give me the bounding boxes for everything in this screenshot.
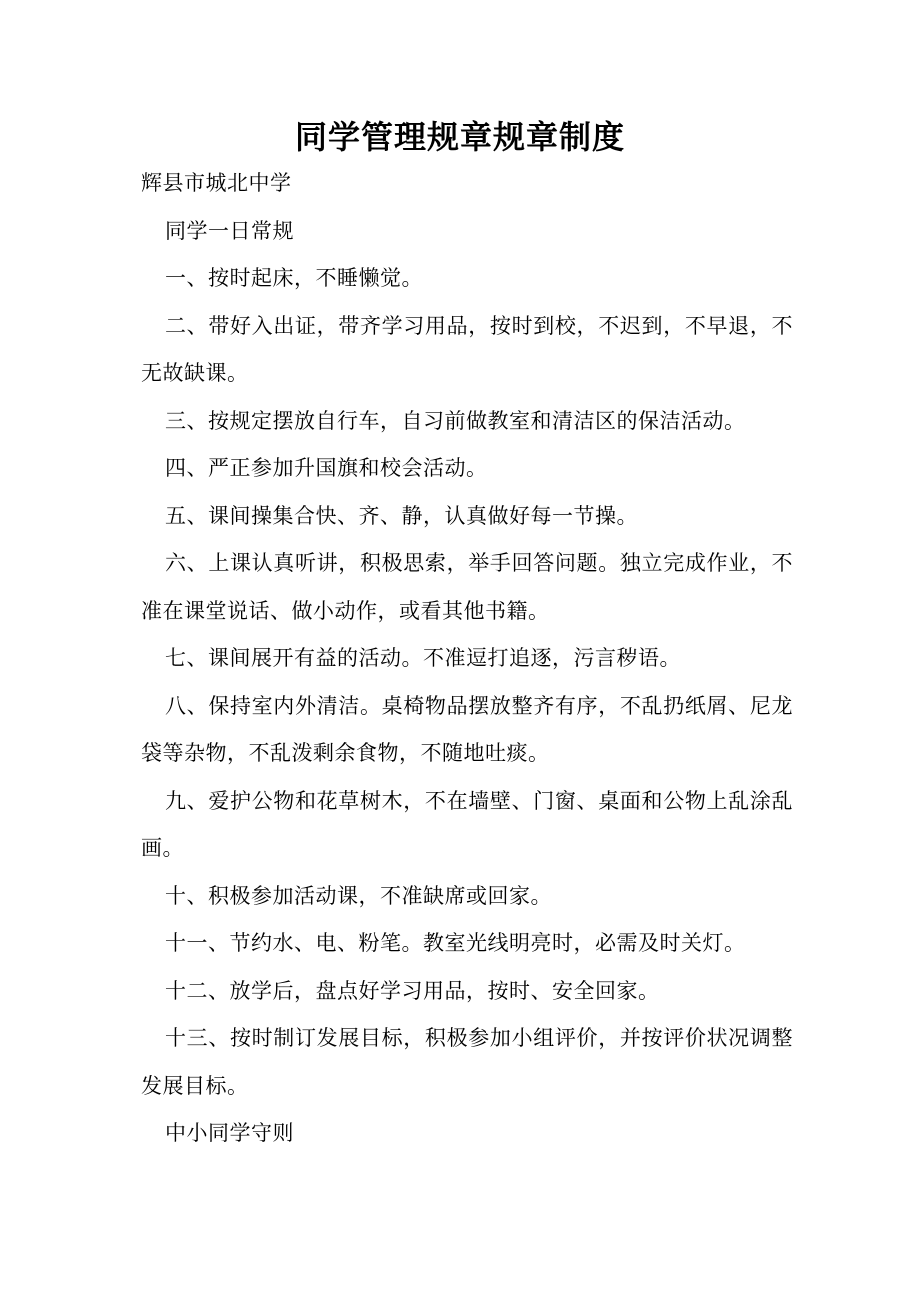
rule-item: 八、保持室内外清洁。桌椅物品摆放整齐有序，不乱扔纸屑、尼龙袋等杂物，不乱泼剩余食物，不随地吐痰。 [141, 693, 793, 765]
rule-item: 六、上课认真听讲，积极思索，举手回答问题。独立完成作业，不准在课堂说话、做小动作，或看其他书籍。 [141, 551, 793, 623]
document-title: 同学管理规章规章制度 [294, 118, 625, 156]
rule-item: 三、按规定摆放自行车，自习前做教室和清洁区的保洁活动。 [165, 408, 746, 433]
rule-item: 一、按时起床，不睡懒觉。 [165, 266, 423, 290]
rule-item: 十二、放学后，盘点好学习用品，按时、安全回家。 [165, 978, 660, 1003]
rule-item: 七、课间展开有益的活动。不准逗打追逐，污言秽语。 [165, 646, 681, 670]
next-section-heading: 中小同学守则 [165, 1121, 294, 1145]
rule-item: 十一、节约水、电、粉笔。教室光线明亮时，必需及时关灯。 [165, 931, 746, 955]
rule-item: 九、爱护公物和花草树木，不在墙壁、门窗、桌面和公物上乱涂乱画。 [141, 788, 793, 860]
rule-item: 五、课间操集合快、齐、静，认真做好每一节操。 [165, 503, 638, 528]
rule-item: 十、积极参加活动课，不准缺席或回家。 [165, 883, 552, 908]
rule-item: 十三、按时制订发展目标，积极参加小组评价，并按评价状况调整发展目标。 [141, 1026, 793, 1098]
rule-item: 二、带好入出证，带齐学习用品，按时到校，不迟到，不早退，不无故缺课。 [141, 313, 793, 385]
rule-item: 四、严正参加升国旗和校会活动。 [165, 456, 488, 480]
school-name: 辉县市城北中学 [141, 171, 292, 195]
section-heading: 同学一日常规 [165, 218, 294, 243]
document-body [141, 160, 793, 1158]
